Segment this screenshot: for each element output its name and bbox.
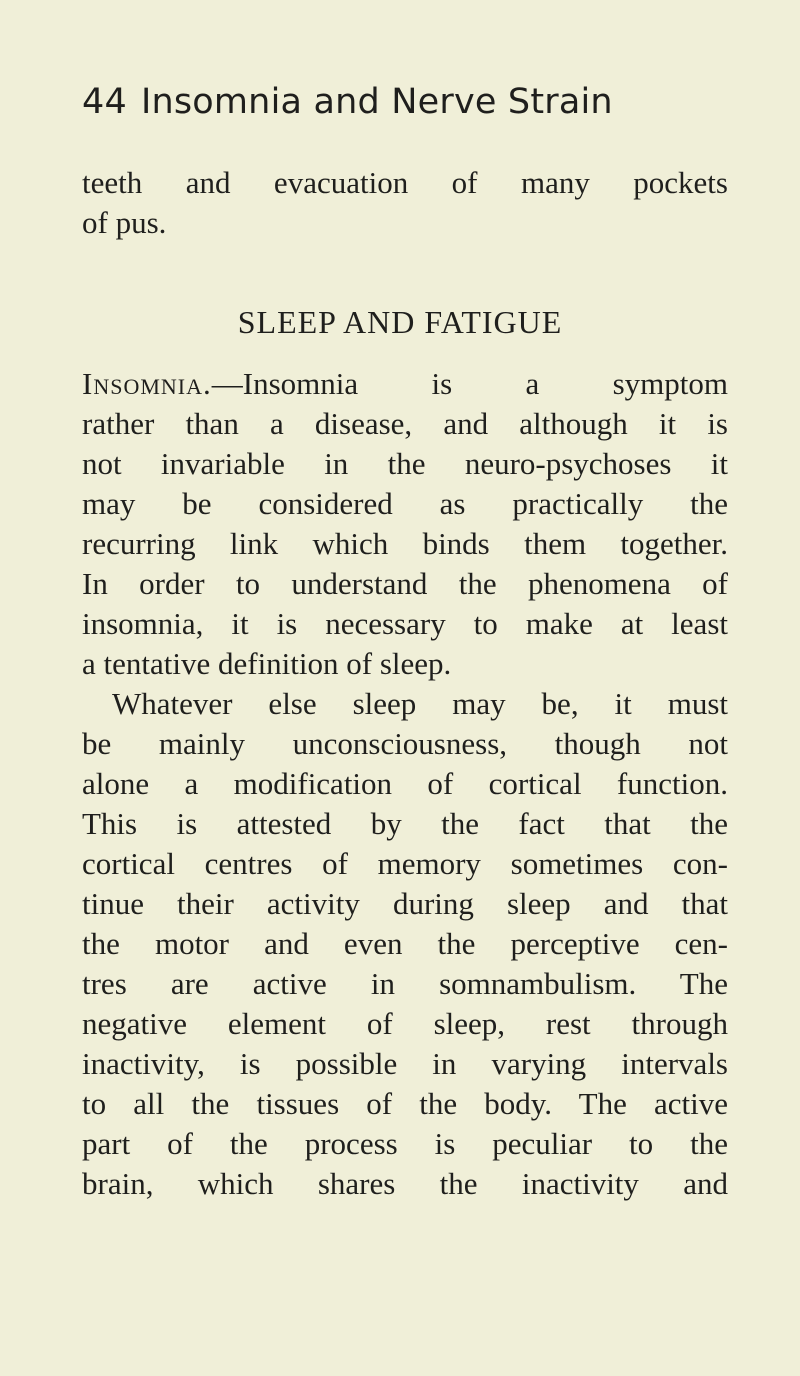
body-text-line: a tentative definition of sleep. bbox=[82, 646, 452, 681]
paragraph-first-line bbox=[82, 364, 728, 404]
body-text-line: recurring link which binds them together. bbox=[82, 526, 728, 561]
body-text-line: alone a modification of cortical function. bbox=[82, 766, 728, 801]
body-text-line: tres are active in somnambulism. The bbox=[82, 966, 728, 1001]
body-text-line: tinue their activity during sleep and that bbox=[82, 886, 728, 921]
body-text-line: may be considered as practically the bbox=[82, 486, 728, 521]
book-title: Insomnia and Nerve Strain bbox=[140, 82, 613, 122]
page-number: 44 bbox=[82, 82, 127, 122]
body-text-line: of pus. bbox=[82, 205, 167, 240]
body-text-line: inactivity, is possible in varying intervals bbox=[82, 1046, 728, 1081]
section-heading: SLEEP AND FATIGUE bbox=[237, 304, 563, 340]
body-text-line: This is attested by the fact that the bbox=[82, 806, 728, 841]
body-text-line: to all the tissues of the body. The active bbox=[82, 1086, 728, 1121]
body-text-line: cortical centres of memory sometimes con- bbox=[82, 846, 728, 881]
body-text-line: insomnia, it is necessary to make at least bbox=[82, 606, 728, 641]
body-text-line: rather than a disease, and although it is bbox=[82, 406, 728, 441]
run-in-heading: Insomnia. bbox=[82, 366, 212, 401]
body-text-line: negative element of sleep, rest through bbox=[82, 1006, 728, 1041]
body-text-line: Whatever else sleep may be, it must bbox=[112, 686, 728, 721]
body-text-line: be mainly unconsciousness, though not bbox=[82, 726, 728, 761]
body-text-line: the motor and even the perceptive cen- bbox=[82, 926, 728, 961]
body-text-line: part of the process is peculiar to the bbox=[82, 1126, 728, 1161]
body-text-line: teeth and evacuation of many pockets bbox=[82, 165, 728, 200]
body-text-line: brain, which shares the inactivity and bbox=[82, 1166, 728, 1201]
body-text-line: not invariable in the neuro-psychoses it bbox=[82, 446, 728, 481]
body-text-line: In order to understand the phenomena of bbox=[82, 566, 728, 601]
body-text-fragment: —Insomnia is a symptom bbox=[211, 366, 728, 401]
running-head bbox=[82, 80, 613, 124]
